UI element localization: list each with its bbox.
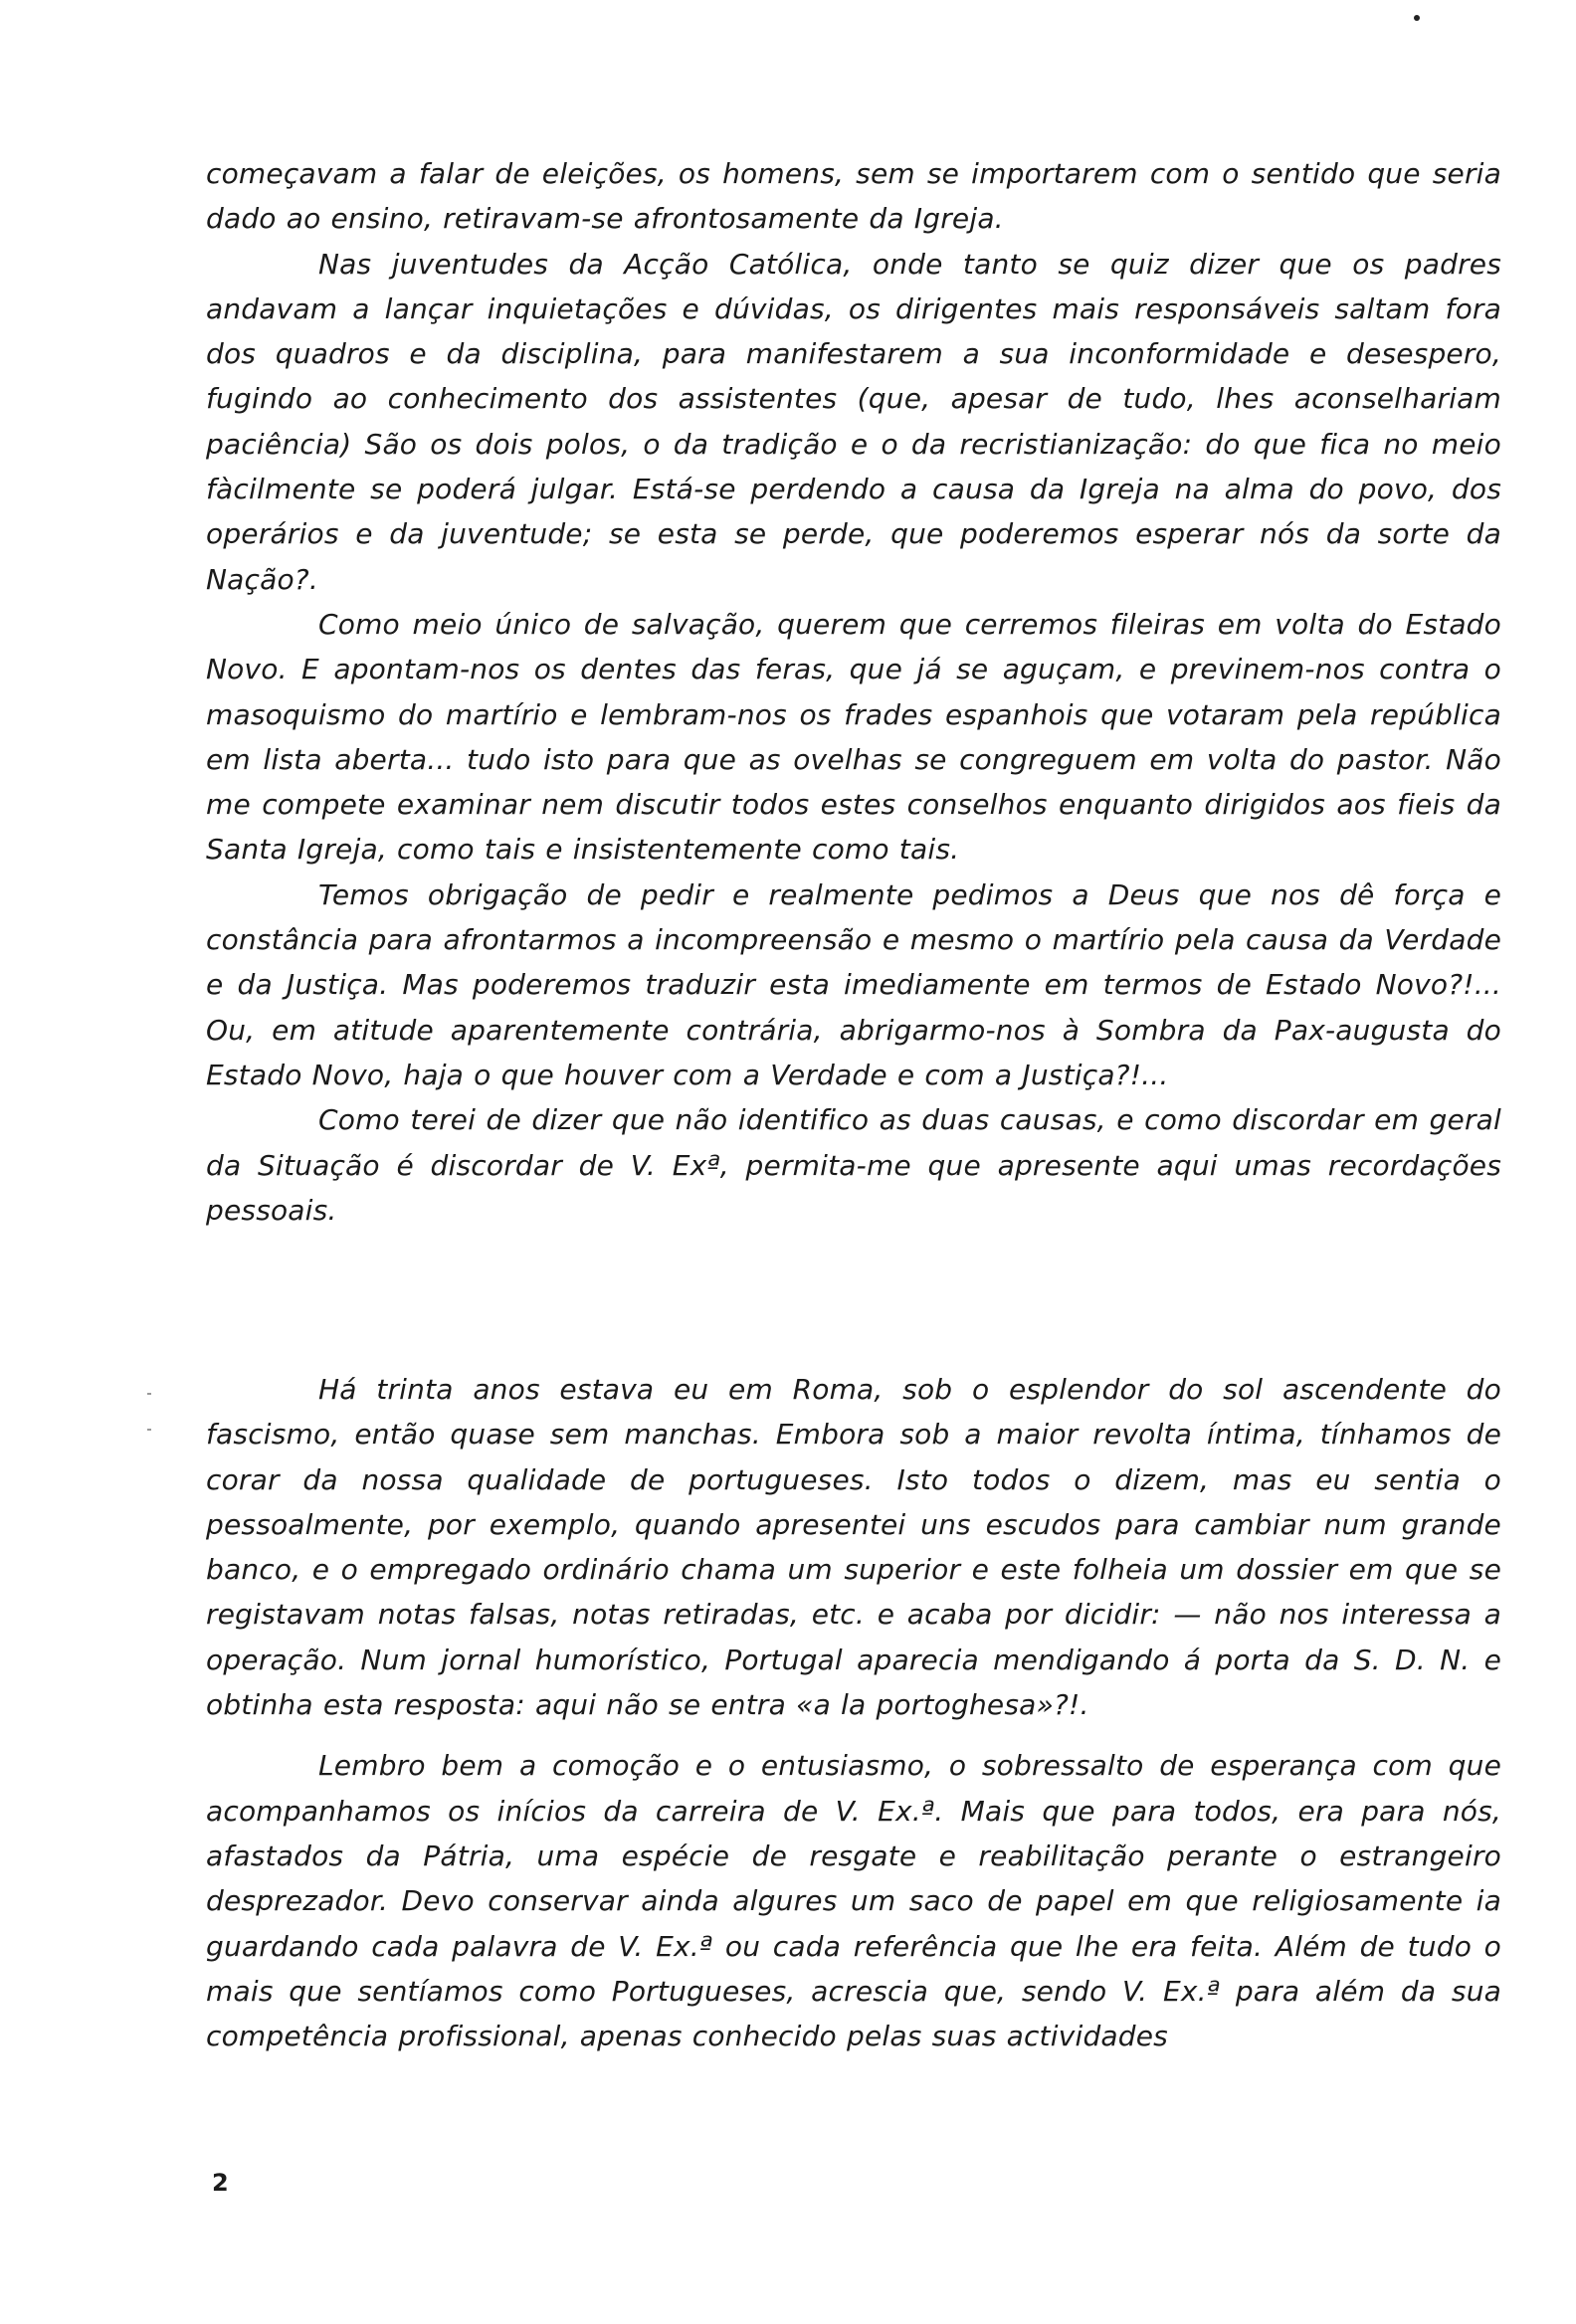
margin-mark bbox=[147, 1429, 151, 1431]
paragraph-2: Nas juventudes da Acção Católica, onde tanto se quiz dizer que os padres andavam a lançar inquietações e dúvidas, os dirigentes mais responsáveis saltam fora dos quadros e da disciplina, para manifestarem a sua inconformidade e desespero, fugindo ao conhecimento dos assistentes (que, apesar de tudo, lhes aconselhariam paciência) São os dois polos, o da tradição e o da recristianização: do que fica no meio fàcilmente se poderá julgar. Está-se perdendo a causa da Igreja na alma do povo, dos operários e da juventude; se esta se perde, que poderemos esperar nós da sorte da Nação?. bbox=[206, 247, 1501, 596]
paragraph-4: Temos obrigação de pedir e realmente pedimos a Deus que nos dê força e constância para afrontarmos a incompreensão e mesmo o martírio pela causa da Verdade e da Justiça. Mas poderemos traduzir esta imediamente em termos de Estado Novo?!... Ou, em atitude aparentemente contrária, abrigarmo-nos à Sombra da Pax-augusta do Estado Novo, haja o que houver com a Verdade e com a Justiça?!... bbox=[206, 877, 1501, 1091]
paragraph-7: Lembro bem a comoção e o entusiasmo, o sobressalto de esperança com que acompanhamos os inícios da carreira de V. Ex.ª. Mais que para todos, era para nós, afastados da Pátria, uma espécie de resgate e reabilitação perante o estrangeiro desprezador. Devo conservar ainda algures um saco de papel em que religiosamente ia guardando cada palavra de V. Ex.ª ou cada referência que lhe era feita. Além de tudo o mais que sentíamos como Portugueses, acrescia que, sendo V. Ex.ª para além da sua competência profissional, apenas conhecido pelas suas actividades bbox=[206, 1749, 1501, 2053]
paragraph-5: Como terei de dizer que não identifico as duas causas, e como discordar em geral da Situação é discordar de V. Exª, permita-me que apresente aqui umas recordações pessoais. bbox=[206, 1103, 1501, 1227]
text-section-top bbox=[206, 151, 1501, 1233]
paragraph-1: começavam a falar de eleições, os homens, sem se importarem com o sentido que seria dado ao ensino, retiravam-se afrontosamente da Igreja. bbox=[206, 157, 1501, 236]
margin-mark bbox=[147, 1393, 151, 1395]
text-section-bottom bbox=[206, 1367, 1501, 2058]
page-number: 2 bbox=[212, 2169, 229, 2197]
paragraph-6: Há trinta anos estava eu em Roma, sob o esplendor do sol ascendente do fascismo, então quase sem manchas. Embora sob a maior revolta íntima, tínhamos de corar da nossa qualidade de portugueses. Isto todos o dizem, mas eu sentia o pessoalmente, por exemplo, quando apresentei uns escudos para cambiar num grande banco, e o empregado ordinário chama um superior e este folheia um dossier em que se registavam notas falsas, notas retiradas, etc. e acaba por dicidir: — não nos interessa a operação. Num jornal humorístico, Portugal aparecia mendigando á porta da S. D. N. e obtinha esta resposta: aqui não se entra «a la portoghesa»?!. bbox=[206, 1373, 1501, 1722]
ink-dot bbox=[1414, 15, 1420, 21]
paragraph-3: Como meio único de salvação, querem que cerremos fileiras em volta do Estado Novo. E apontam-nos os dentes das feras, que já se aguçam, e previnem-nos contra o masoquismo do martírio e lembram-nos os frades espanhois que votaram pela república em lista aberta... tudo isto para que as ovelhas se congreguem em volta do pastor. Não me compete examinar nem discutir todos estes conselhos enquanto dirigidos aos fieis da Santa Igreja, como tais e insistentemente como tais. bbox=[206, 607, 1501, 867]
